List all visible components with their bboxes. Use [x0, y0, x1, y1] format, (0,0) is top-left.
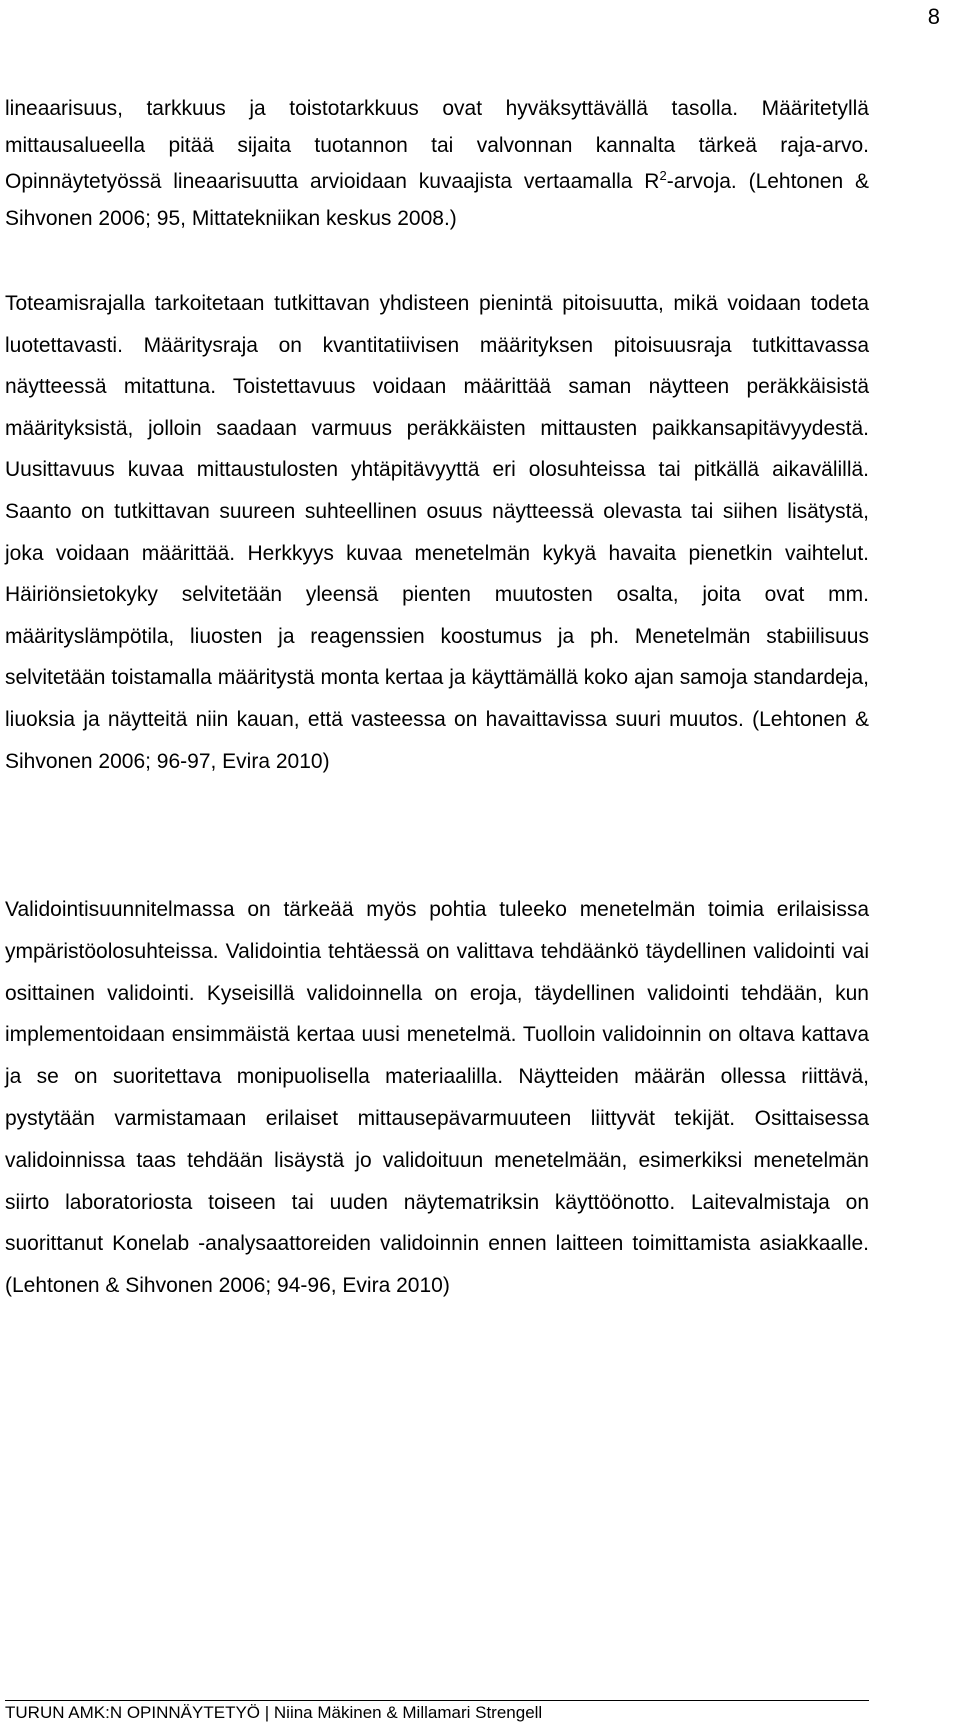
superscript: 2 [659, 168, 667, 183]
paragraph-detection-limits: Toteamisrajalla tarkoitetaan tutkittavan yhdisteen pienintä pitoisuutta, mikä voidaan todeta luotettavasti. Määritysraja on kvantitatiivisen määrityksen pitoisuusraja tutkittavassa näytteessä mitattuna. Toistettavuus voidaan määrittää saman näytteen peräkkäisistä määrityksistä, jolloin saadaan varmuus peräkkäisten mittausten paikkansapitävyydestä. Uusittavuus kuvaa mittaustulosten yhtäpitävyyttä eri olosuhteissa tai pitkällä aikavälillä. Saanto on tutkittavan suureen suhteellinen osuus näytteessä olevasta tai siihen lisätystä, joka voidaan määrittää. Herkkyys kuvaa menetelmän kykyä havaita pienetkin vaihtelut. Häiriönsietokyky selvitetään yleensä pienten muutosten osalta, joita ovat mm. määrityslämpötila, liuosten ja reagenssien koostumus ja ph. Menetelmän stabiilisuus selvitetään toistamalla määritystä monta kertaa ja käyttämällä koko ajan samoja standardeja, liuoksia ja näytteitä niin kauan, että vasteessa on havaittavissa suuri muutos. (Lehtonen & Sihvonen 2006; 96-97, Evira 2010) [5, 292, 869, 773]
page-number: 8 [927, 4, 940, 29]
paragraph-text-continued: -arvoja. (Lehtonen & Sihvonen 2006; 95, Mittatekniikan keskus 2008.) [5, 170, 869, 230]
paragraph-validation-plan: Validointisuunnitelmassa on tärkeää myös pohtia tuleeko menetelmän toimia erilaisissa ympäristöolosuhteissa. Validointia tehtäessä on valittava tehdäänkö täydellinen validointi vai osittainen validointi. Kyseisillä validoinnella on eroja, täydellinen validointi tehdään, kun implementoidaan ensimmäistä kertaa uusi menetelmä. Tuolloin validoinnin on oltava kattava ja se on suoritettava monipuolisella materiaalilla. Näytteiden määrän ollessa riittävä, pystytään varmistamaan erilaiset mittausepävarmuuteen liittyvät tekijät. Osittaisessa validoinnissa taas tehdään lisäystä jo validoituun menetelmään, esimerkiksi menetelmän siirto laboratoriosta toiseen tai uuden näytematriksin käyttöönotto. Laitevalmistaja on suorittanut Konelab -analysaattoreiden validoinnin ennen laitteen toimittamista asiakkaalle. (Lehtonen & Sihvonen 2006; 94-96, Evira 2010) [5, 898, 869, 1298]
page-footer: TURUN AMK:N OPINNÄYTETYÖ | Niina Mäkinen & Millamari Strengell [5, 1703, 543, 1722]
paragraph-text: lineaarisuus, tarkkuus ja toistotarkkuus ovat hyväksyttävällä tasolla. Määritetyllä mittausalueella pitää sijaita tuotannon tai valvonnan kannalta tärkeä raja-arvo. Opinnäytetyössä lineaarisuutta arvioidaan kuvaajista vertaamalla R [5, 97, 869, 193]
paragraph-linearity [5, 91, 869, 237]
footer-divider [5, 1700, 869, 1701]
